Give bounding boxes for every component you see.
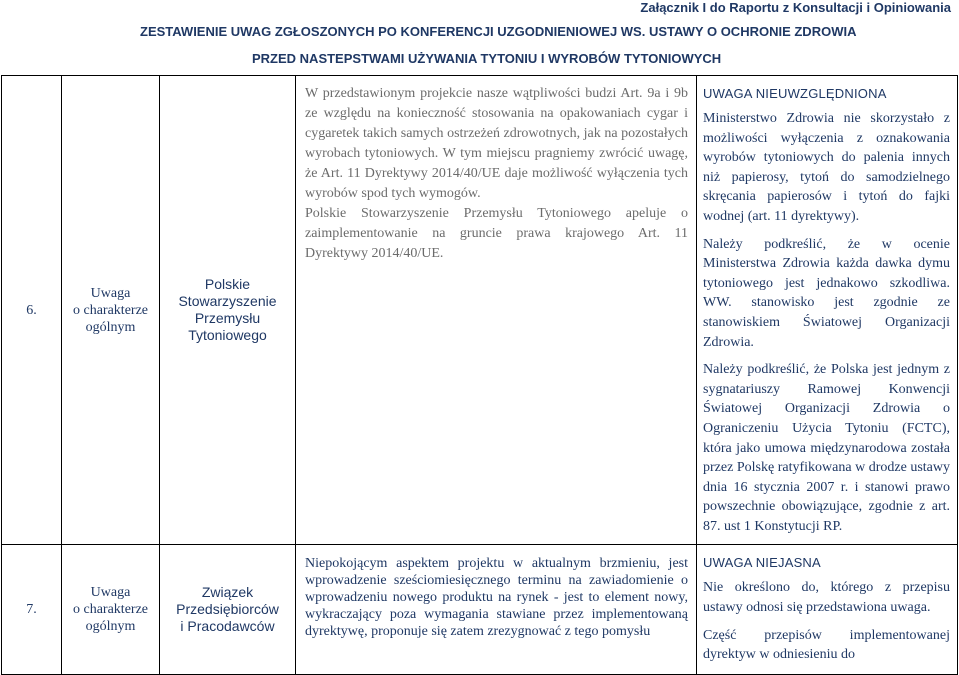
- comment-paragraph: Polskie Stowarzyszenie Przemysłu Tytoniowego apeluje o zaimplementowanie na gruncie prawa krajowego Art. 11 Dyrektywy 2014/40/UE.: [305, 206, 688, 261]
- response-status: UWAGA NIEUWZGLĘDNIONA: [703, 86, 887, 101]
- comments-table: [1, 75, 958, 675]
- comment-type: Uwaga o charakterze ogólnym: [62, 76, 160, 545]
- row-number: 6.: [2, 76, 62, 545]
- row-number: 7.: [2, 545, 62, 675]
- organization-name: Polskie Stowarzyszenie Przemysłu Tytoniowego: [160, 76, 296, 545]
- comment-type: Uwaga o charakterze ogólnym: [62, 545, 160, 675]
- document-title-line2: PRZED NASTEPSTWAMI UŻYWANIA TYTONIU I WYROBÓW TYTONIOWYCH: [252, 51, 722, 66]
- response-paragraph: Należy podkreślić, że w ocenie Ministerstwa Zdrowia każda dawka dymu tytoniowego jest jednakowo szkodliwa. WW. stanowisko jest zgodnie ze stanowiskiem Światowej Organizacji Zdrowia.: [703, 236, 950, 350]
- document-title-line1: ZESTAWIENIE UWAG ZGŁOSZONYCH PO KONFERENCJI UZGODNIENIOWEJ WS. USTAWY O OCHRONIE ZDROWIA: [140, 24, 857, 39]
- response-status: UWAGA NIEJASNA: [703, 555, 821, 571]
- table-row: [2, 545, 958, 675]
- annex-label: Załącznik I do Raportu z Konsultacji i Opiniowania: [640, 0, 951, 15]
- comment-text: [296, 76, 697, 545]
- response-paragraph: Należy podkreślić, że Polska jest jednym z sygnatariuszy Ramowej Konwencji Światowej Organizacji Zdrowia o Ograniczeniu Użycia Tytoniu (FCTC), która jako umowa międzynarodowa została przez Polskę ratyfikowana w drodze ustawy dnia 16 stycznia 2007 r. i stanowi prawo powszechnie obowiązujące, zgodnie z art. 87. ust 1 Konstytucji RP.: [703, 362, 950, 534]
- response-paragraph: Ministerstwo Zdrowia nie skorzystało z możliwości wyłączenia z oznakowania wyrobów tytoniowych do palenia innych niż papierosy, tytoń do samodzielnego skręcania papierosów i tytoń do fajki wodnej (art. 11 dyrektywy).: [703, 111, 950, 224]
- comment-text: [296, 545, 697, 675]
- response-text: [697, 76, 958, 545]
- response-paragraph: Część przepisów implementowanej dyrektyw w odniesieniu do: [703, 627, 950, 663]
- comment-paragraph: Niepokojącym aspektem projektu w aktualnym brzmieniu, jest wprowadzenie sześciomiesięcznego terminu na zawiadomienie o wprowadzeniu nowego produktu na rynek - jest to element nowy, wykraczający poza wymagania stawiane przez implementowaną dyrektywę, proponuje się zatem zrezygnować z tego pomysłu: [305, 556, 688, 640]
- response-paragraph: Nie określono do, którego z przepisu ustawy odnosi się przedstawiona uwaga.: [703, 580, 950, 616]
- table-row: [2, 76, 958, 545]
- response-text: [697, 545, 958, 675]
- comment-paragraph: W przedstawionym projekcie nasze wątpliwości budzi Art. 9a i 9b ze względu na konieczność stosowania na opakowaniach cygar i cygaretek takich samych ostrzeżeń zdrowotnych, jak na pozostałych wyrobach tytoniowych. W tym miejscu pragniemy zwrócić uwagę, że Art. 11 Dyrektywy 2014/40/UE daje możliwość wyłączenia tych wyrobów spod tych wymogów.: [305, 86, 688, 201]
- organization-name: Związek Przedsiębiorców i Pracodawców: [160, 545, 296, 675]
